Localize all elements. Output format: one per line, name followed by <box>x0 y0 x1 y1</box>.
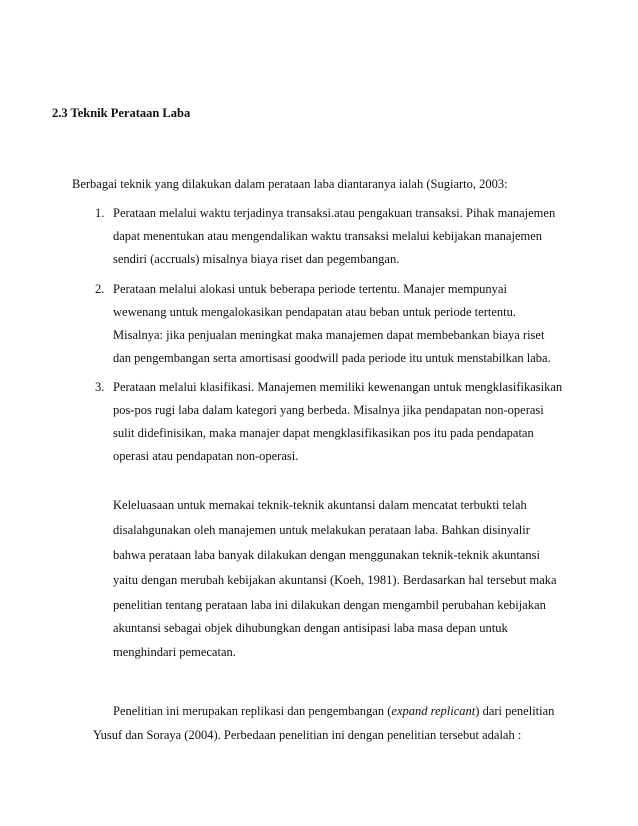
paragraph-line <box>113 703 554 719</box>
paragraph-line: akuntansi sebagai objek dihubungkan dengan antisipasi laba masa depan untuk <box>113 621 508 635</box>
list-item-line: Perataan melalui alokasi untuk beberapa periode tertentu. Manajer mempunyai <box>113 282 507 296</box>
paragraph-line: disalahgunakan oleh manajemen untuk melakukan perataan laba. Bahkan disinyalir <box>113 523 530 537</box>
list-item-number: 3. <box>95 380 105 394</box>
paragraph-text: Penelitian ini merupakan replikasi dan pengembangan ( <box>113 704 392 718</box>
list-item-line: pos-pos rugi laba dalam kategori yang berbeda. Misalnya jika pendapatan non-operasi <box>113 403 544 417</box>
list-item-line: wewenang untuk mengalokasikan pendapatan atau beban untuk periode tertentu. <box>113 305 516 319</box>
paragraph-line: penelitian tentang perataan laba ini dilakukan dengan mengambil perubahan kebijakan <box>113 598 546 612</box>
paragraph-line: yaitu dengan merubah kebijakan akuntansi (Koeh, 1981). Berdasarkan hal tersebut maka <box>113 573 557 587</box>
list-item-line: Perataan melalui klasifikasi. Manajemen memiliki kewenangan untuk mengklasifikasikan <box>113 380 563 394</box>
list-item-line: sendiri (accruals) misalnya biaya riset dan pegembangan. <box>113 252 400 266</box>
paragraph-line: bahwa perataan laba banyak dilakukan dengan menggunakan teknik-teknik akuntansi <box>113 548 540 562</box>
list-item-line: Perataan melalui waktu terjadinya transaksi.atau pengakuan transaksi. Pihak manajemen <box>113 206 556 220</box>
list-item-line: dan pengembangan serta amortisasi goodwill pada periode itu untuk menstabilkan laba. <box>113 351 551 365</box>
intro-text: Berbagai teknik yang dilakukan dalam perataan laba diantaranya ialah (Sugiarto, 2003: <box>72 177 508 191</box>
paragraph-line: Yusuf dan Soraya (2004). Perbedaan penelitian ini dengan penelitian tersebut adalah : <box>93 728 522 742</box>
list-item-line: sulit didefinisikan, maka manajer dapat mengklasifikasikan pos itu pada pendapatan <box>113 426 534 440</box>
list-item-line: dapat menentukan atau mengendalikan waktu transaksi melalui kebijakan manajemen <box>113 229 543 243</box>
list-item-line: operasi atau pendapatan non-operasi. <box>113 449 299 463</box>
section-heading: 2.3 Teknik Perataan Laba <box>52 106 191 120</box>
list-item-number: 2. <box>95 282 105 296</box>
list-item-line: Misalnya: jika penjualan meningkat maka manajemen dapat membebankan biaya riset <box>113 328 545 342</box>
paragraph-line: menghindari pemecatan. <box>113 645 236 659</box>
paragraph-line: Keleluasaan untuk memakai teknik-teknik akuntansi dalam mencatat terbukti telah <box>113 498 527 512</box>
list-item-number: 1. <box>95 206 105 220</box>
paragraph-text: ) dari penelitian <box>475 704 555 718</box>
italic-term: expand replicant <box>391 704 476 718</box>
